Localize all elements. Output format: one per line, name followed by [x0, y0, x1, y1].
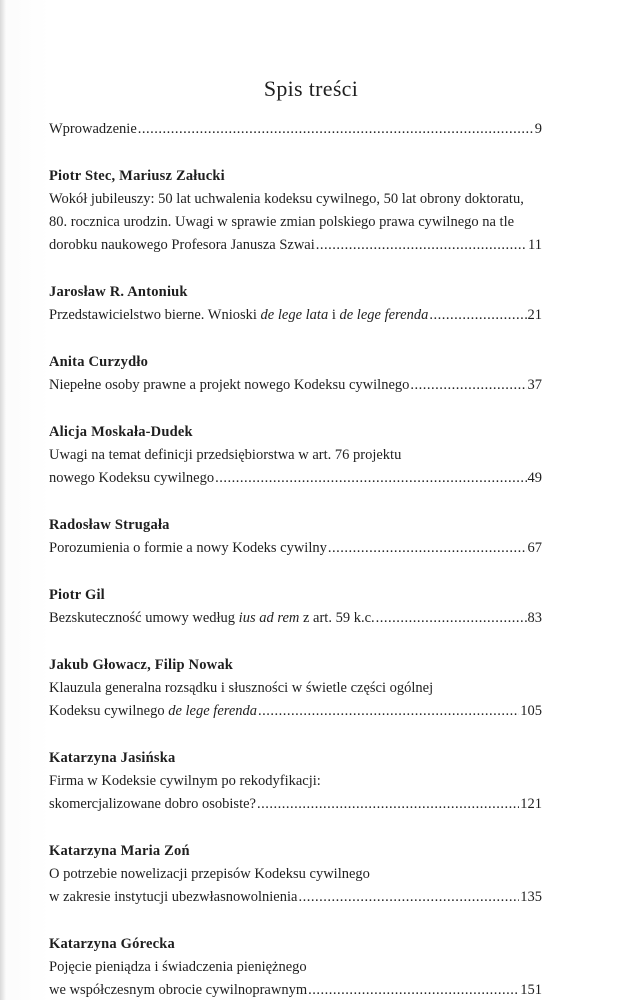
toc-entry-author: Radosław Strugała [49, 517, 170, 533]
title-italic-text: de lege lata [260, 307, 329, 323]
dot-leader [328, 537, 527, 560]
dot-leader [138, 118, 534, 141]
toc-entry-title-line: Wokół jubileuszy: 50 lat uchwalenia kodeksu cywilnego, 50 lat obrony doktoratu, [49, 191, 524, 207]
toc-page-number: 9 [534, 121, 542, 137]
toc-entry[interactable] [49, 654, 542, 723]
toc-entry-title-line: we współczesnym obrocie cywilnoprawnym [49, 982, 308, 998]
toc-entry[interactable] [49, 840, 542, 909]
toc-entry[interactable] [49, 421, 542, 490]
page-title: Spis treści [263, 76, 359, 101]
toc-entry-title-line: Pojęcie pieniądza i świadczenia pieniężnego [49, 959, 307, 975]
toc-entry-title-line: nowego Kodeksu cywilnego [49, 470, 215, 486]
toc-page-number: 21 [527, 307, 542, 323]
title-italic-text: de lege ferenda [339, 307, 429, 323]
dot-leader [410, 374, 526, 397]
toc-page-number: 121 [520, 796, 542, 812]
toc-entry-last-line [49, 234, 542, 257]
dot-leader [429, 304, 526, 327]
toc-entry-author: Katarzyna Górecka [49, 936, 175, 952]
toc-entry-last-line [49, 607, 542, 630]
toc-entry-author: Anita Curzydło [49, 354, 149, 370]
dot-leader [215, 467, 526, 490]
toc-entry-last-line [49, 467, 542, 490]
toc-entry-last-line [49, 304, 542, 327]
toc-entry[interactable] [49, 281, 542, 327]
toc-entry-author: Jarosław R. Antoniuk [49, 284, 188, 300]
title-italic-text: de lege ferenda [168, 703, 258, 719]
table-of-contents [49, 118, 542, 1002]
toc-entry-title-line: 80. rocznica urodzin. Uwagi w sprawie zmian polskiego prawa cywilnego na tle [49, 214, 515, 230]
dot-leader [308, 979, 519, 1002]
toc-entry[interactable] [49, 747, 542, 816]
toc-entry[interactable] [49, 933, 542, 1002]
toc-entry-title-line: Niepełne osoby prawne a projekt nowego Kodeksu cywilnego [49, 377, 410, 393]
toc-entry-title-line [49, 700, 257, 723]
toc-entry-title-line [49, 607, 375, 630]
toc-entry-title-line: dorobku naukowego Profesora Janusza Szwai [49, 237, 315, 253]
toc-entry-title-line [49, 304, 428, 327]
toc-entry-last-line [49, 793, 542, 816]
toc-entry[interactable] [49, 584, 542, 630]
title-text: Przedstawicielstwo bierne. Wnioski [49, 307, 261, 323]
page-gutter-shadow [0, 0, 6, 1000]
toc-entry[interactable] [49, 514, 542, 560]
toc-entry-introduction[interactable] [49, 118, 542, 141]
toc-page-number: 151 [520, 982, 542, 998]
toc-entry-title-line: O potrzebie nowelizacji przepisów Kodeksu cywilnego [49, 866, 370, 882]
toc-entry-title: Wprowadzenie [49, 121, 137, 137]
toc-page-number: 105 [520, 703, 542, 719]
dot-leader [376, 607, 527, 630]
toc-entry-author: Jakub Głowacz, Filip Nowak [49, 657, 234, 673]
toc-entry-title-line: Klauzula generalna rozsądku i słuszności w świetle części ogólnej [49, 680, 434, 696]
toc-entry-title-line: Firma w Kodeksie cywilnym po rekodyfikacji: [49, 773, 321, 789]
title-italic-text: ius ad rem [238, 610, 300, 626]
toc-entry-title-line: skomercjalizowane dobro osobiste? [49, 796, 256, 812]
dot-leader [298, 886, 519, 909]
toc-entry-title-line: Porozumienia o formie a nowy Kodeks cywilny [49, 540, 327, 556]
title-text: Bezskuteczność umowy według [49, 610, 239, 626]
dot-leader [316, 234, 527, 257]
toc-page-number: 11 [528, 237, 542, 253]
title-text: Kodeksu cywilnego [49, 703, 169, 719]
toc-page-number: 135 [520, 889, 542, 905]
toc-entry-last-line [49, 537, 542, 560]
toc-page-number: 83 [527, 610, 542, 626]
toc-page-number: 67 [527, 540, 542, 556]
toc-entry[interactable] [49, 351, 542, 397]
toc-page-number: 49 [527, 470, 542, 486]
toc-entry-author: Katarzyna Maria Zoń [49, 843, 190, 859]
title-text: z art. 59 k.c. [299, 610, 375, 626]
toc-entry-last-line [49, 979, 542, 1002]
dot-leader [258, 700, 519, 723]
toc-entry[interactable] [49, 165, 542, 257]
toc-entry-last-line [49, 700, 542, 723]
toc-entry-author: Katarzyna Jasińska [49, 750, 176, 766]
toc-entry-author: Piotr Stec, Mariusz Załucki [49, 168, 225, 184]
dot-leader [257, 793, 519, 816]
title-text: i [328, 307, 340, 323]
toc-entry-author: Piotr Gil [49, 587, 105, 603]
toc-entry-title-line: w zakresie instytucji ubezwłasnowolnienia [49, 889, 298, 905]
toc-entry-last-line [49, 886, 542, 909]
toc-entry-title-line: Uwagi na temat definicji przedsiębiorstwa w art. 76 projektu [49, 447, 402, 463]
toc-entry-author: Alicja Moskała-Dudek [49, 424, 193, 440]
toc-page-number: 37 [527, 377, 542, 393]
toc-entry-last-line [49, 374, 542, 397]
